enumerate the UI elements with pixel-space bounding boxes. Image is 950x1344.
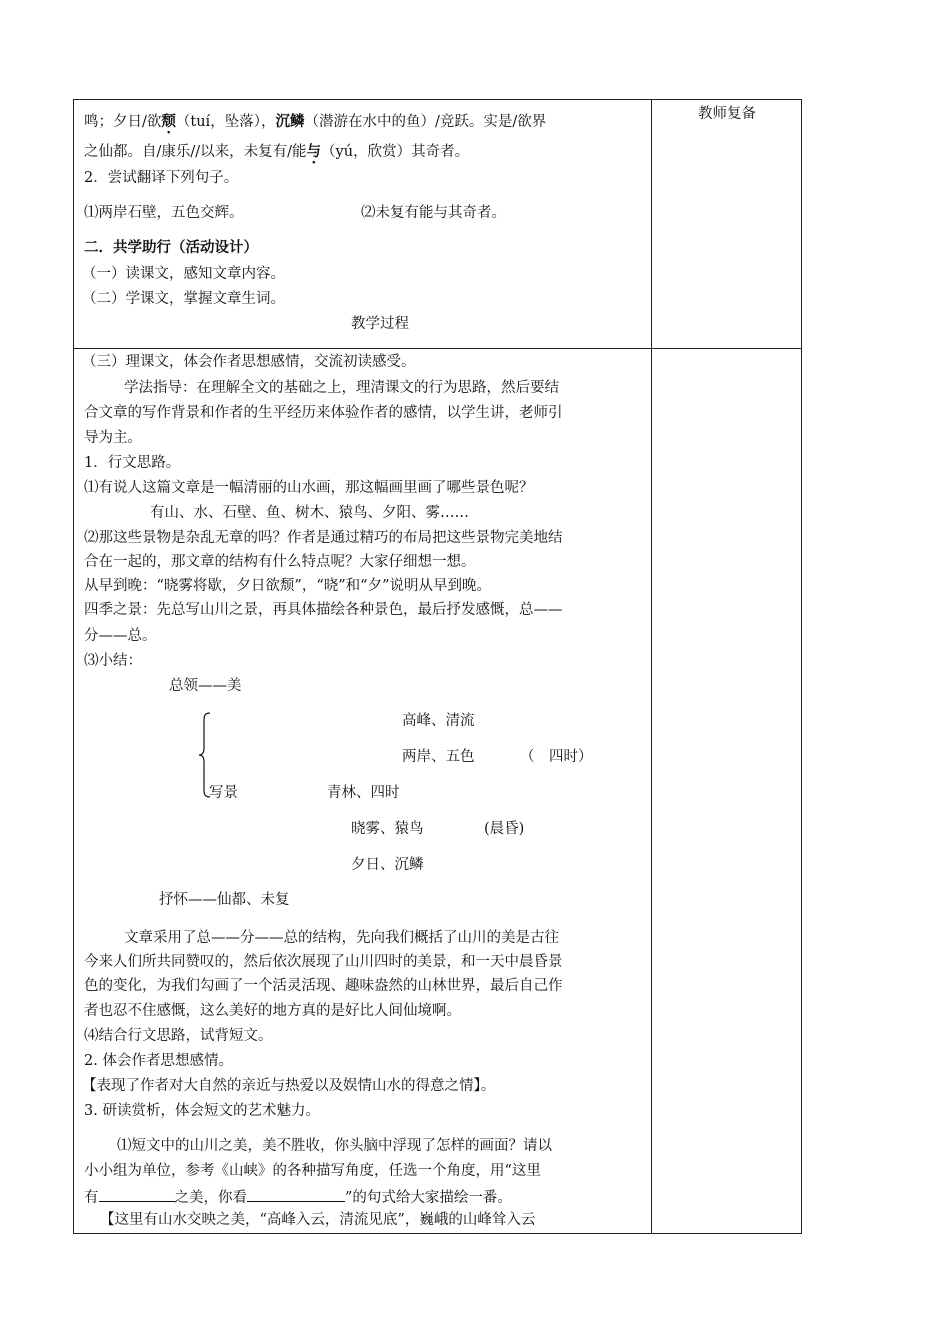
emphasis-word: 颓 <box>161 113 176 130</box>
lesson-table <box>73 99 802 1234</box>
text-line: （三）理课文，体会作者思想感情，交流初读感受。 <box>82 354 416 370</box>
text-line: ⑶小结： <box>84 653 142 669</box>
text-line: 学法指导：在理解全文的基础之上，理清课文的行为思路，然后要结 <box>124 380 559 396</box>
text-line: 2．尝试翻译下列句子。 <box>84 170 239 186</box>
text-line: 1．行文思路。 <box>84 455 181 471</box>
text-line: 从早到晚：“晓雾将歇，夕日欲颓”，“晓”和“夕”说明从早到晚。 <box>84 578 491 594</box>
text-line: 有山、水、石壁、鱼、树木、猿鸟、夕阳、雾…… <box>150 505 469 521</box>
diagram-item: 晓雾、猿鸟 <box>351 821 424 837</box>
text-line: 【表现了作者对大自然的亲近与热爱以及娱情山水的得意之情】。 <box>82 1078 496 1094</box>
row-divider <box>74 348 801 349</box>
text-line: 合文章的写作背景和作者的生平经历来体验作者的感情，以学生讲，老师引 <box>84 405 563 421</box>
text-line: 2. 体会作者思想感情。 <box>84 1053 233 1069</box>
text-line: 分——总。 <box>84 628 157 644</box>
text-line: 合在一起的，那文章的结构有什么特点呢？大家仔细想一想。 <box>84 554 476 570</box>
text-line: 有 之美，你看 ”的句式给大家描绘一番。 <box>84 1186 512 1208</box>
text-line: 今来人们所共同赞叹的，然后依次展现了山川四时的美景，和一天中晨昏景 <box>84 954 563 970</box>
diagram-item: 夕日、沉鳞 <box>351 857 424 873</box>
text-line: 鸣；夕日/欲颓（tuí，坠落），沉鳞（潜游在水中的鱼）/竞跃。实是/欲界 <box>84 113 547 130</box>
text-line: ⑴短文中的山川之美，美不胜收，你头脑中浮现了怎样的画面？请以 <box>117 1138 552 1154</box>
text-line: 者也忍不住感慨，这么美好的地方真的是好比人间仙境啊。 <box>84 1003 461 1019</box>
text-line: 【这里有山水交映之美，“高峰入云，清流见底”，巍峨的山峰耸入云 <box>100 1212 536 1228</box>
emphasis-word: 与 <box>306 143 322 160</box>
text-line: 之仙都。自/康乐//以来，未复有/能与（yú，欣赏）其奇者。 <box>84 143 470 160</box>
text-line: ⑷结合行文思路，试背短文。 <box>84 1028 273 1044</box>
text-line: 文章采用了总——分——总的结构，先向我们概括了山川的美是古往 <box>124 930 559 946</box>
activity-2: （二）学课文，掌握文章生词。 <box>82 291 285 307</box>
teacher-review-label: 教师复备 <box>698 106 756 122</box>
diagram-label: 写景 <box>209 785 238 801</box>
text-line: 导为主。 <box>84 430 142 446</box>
process-title: 教学过程 <box>351 316 409 332</box>
diagram-note: (晨昏) <box>484 821 525 837</box>
diagram-summary: 抒怀——仙都、未复 <box>159 892 290 908</box>
activity-1: （一）读课文，感知文章内容。 <box>82 266 285 282</box>
text-line: 3. 研读赏析，体会短文的艺术魅力。 <box>84 1103 320 1119</box>
diagram-item: 青林、四时 <box>327 785 400 801</box>
diagram-summary: 总领——美 <box>169 678 242 694</box>
question-1: ⑴两岸石壁，五色交辉。 <box>84 205 244 221</box>
column-divider <box>651 100 652 1233</box>
text-line: ⑵那这些景物是杂乱无章的吗？作者是通过精巧的布局把这些景物完美地结 <box>84 530 563 546</box>
fill-blank <box>247 1186 345 1202</box>
text-line: 色的变化，为我们勾画了一个活灵活现、趣味盎然的山林世界，最后自己作 <box>84 978 563 994</box>
text-line: 小小组为单位，参考《山峡》的各种描写角度，任选一个角度，用“这里 <box>84 1163 541 1179</box>
diagram-note: （ 四时） <box>520 749 593 765</box>
emphasis-word: 沉鳞 <box>275 113 305 130</box>
text-line: ⑴有说人这篇文章是一幅清丽的山水画，那这幅画里画了哪些景色呢？ <box>84 480 534 496</box>
text-line: 四季之景：先总写山川之景，再具体描绘各种景色，最后抒发感慨，总—— <box>84 602 563 618</box>
fill-blank <box>99 1186 175 1202</box>
diagram-item: 两岸、五色 <box>402 749 475 765</box>
diagram-item: 高峰、清流 <box>402 713 475 729</box>
question-2: ⑵未复有能与其奇者。 <box>361 205 506 221</box>
section-heading: 二．共学助行（活动设计） <box>84 239 258 256</box>
